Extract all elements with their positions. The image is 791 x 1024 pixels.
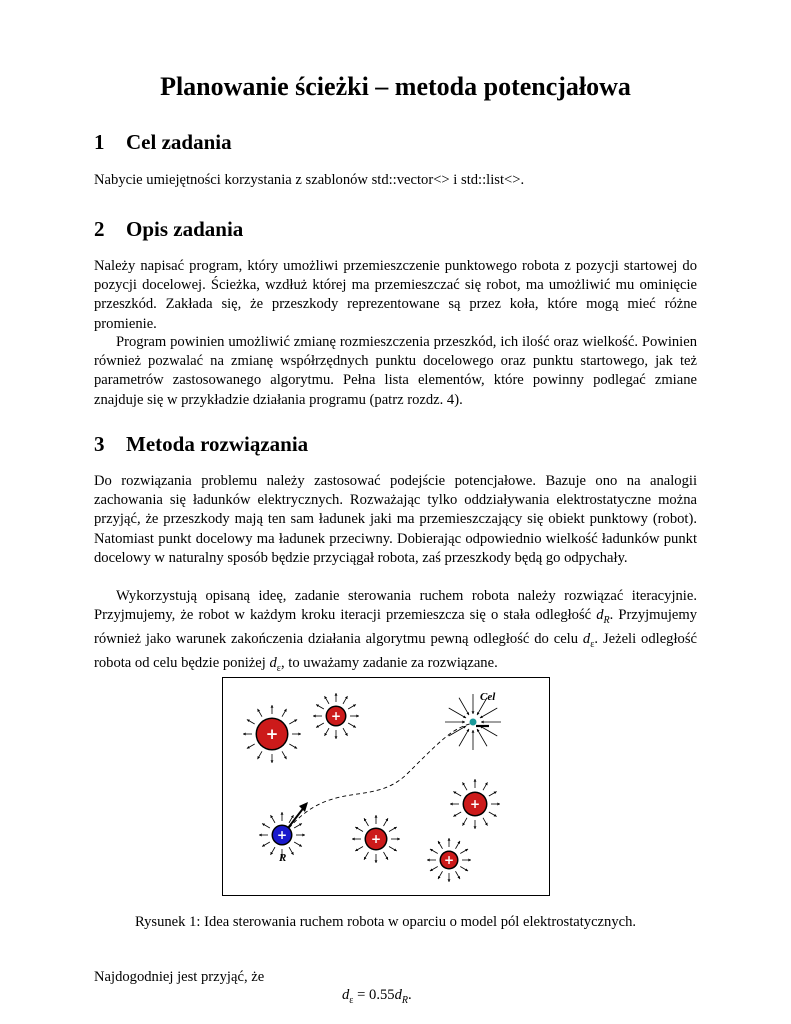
paragraph-text: . Jeżeli odległość robota od celu będzie poniżej xyxy=(94,631,697,672)
field-arrowhead xyxy=(281,812,284,815)
charge-sign: + xyxy=(370,832,382,846)
paragraph: Do rozwiązania problemu należy zastosować podejście potencjałowe. Bazuje ono na analogii zachowania się ładunków elektrycznych. Rozważając tylko oddziaływania elektrostatyczne można przyjąć, że przeszkody mają ten sam ładunek jaki ma przemieszczający się obiekt punktowy (robot). Natomiast punkt docelowy ma ładunek przeciwny. Dobierając odpowiednio wielkość ładunków punkt docelowy w naturalny sposób będzie przyciągał robota, zaś przeszkody będą go odpychały. xyxy=(94,473,697,566)
field-arrowhead xyxy=(243,733,246,736)
field-arrowhead xyxy=(397,838,400,841)
field-arrowhead xyxy=(335,693,338,696)
field-arrowhead xyxy=(468,859,471,862)
field-line xyxy=(459,729,469,746)
math-subscript: ε xyxy=(590,639,595,651)
paragraph xyxy=(94,587,697,679)
charge-sign: + xyxy=(276,828,288,842)
field-arrowhead xyxy=(448,879,451,882)
section-title: Metoda rozwiązania xyxy=(126,432,309,456)
field-line xyxy=(449,726,466,736)
field-arrowhead xyxy=(474,826,477,829)
math-symbol: d xyxy=(596,607,604,624)
equation-operator: = 0.55 xyxy=(353,987,395,1003)
field-line xyxy=(480,726,497,736)
paragraph: Nabycie umiejętności korzystania z szablonów std::vector<> i std::list<>. xyxy=(94,172,525,188)
document-title: Planowanie ścieżki – metoda potencjałowa xyxy=(160,72,631,101)
paragraph-text: Wykorzystują opisaną ideę, zadanie sterowania ruchem robota należy rozwiązać iteracyjnie. Przyjmujemy, że robot w każdym kroku iteracji przemieszcza się o stała odległość xyxy=(94,588,697,624)
equation xyxy=(342,987,412,1006)
charge-sign: + xyxy=(265,725,279,743)
charge-sign: + xyxy=(330,709,342,723)
charge-sign: + xyxy=(469,797,481,811)
field-arrowhead xyxy=(302,834,305,837)
math-subscript: R xyxy=(603,615,610,627)
math-subscript: ε xyxy=(349,994,354,1006)
section-number: 2 xyxy=(94,217,105,241)
paragraph: Program powinien umożliwić zmianę rozmieszczenia przeszkód, ich ilość oraz wielkość. Powinien również pozwalać na zmianę współrzędnych punktu docelowego oraz punktu startowego, jak też parametrów zastosowanego algorytmu. Pełna lista elementów, które powinny podlegać zmiane znajduje się w przykładzie działania programu (patrz rozdz. 4). xyxy=(94,334,697,408)
field-arrowhead xyxy=(259,834,262,837)
robot-label: R xyxy=(279,852,287,864)
field-arrowhead xyxy=(462,721,465,724)
field-line xyxy=(459,698,469,715)
figure-frame xyxy=(222,677,550,896)
math-subscript: ε xyxy=(276,663,281,675)
field-line xyxy=(449,708,466,718)
field-arrowhead xyxy=(481,721,484,724)
field-arrowhead xyxy=(497,803,500,806)
math-subscript: R xyxy=(401,994,408,1006)
section-heading xyxy=(94,432,308,457)
section-title: Cel zadania xyxy=(126,130,232,154)
figure-caption: Rysunek 1: Idea sterowania ruchem robota w oparciu o model pól elektrostatycznych. xyxy=(134,914,637,930)
math-symbol: d xyxy=(269,655,277,672)
target-label: Cel xyxy=(480,691,496,703)
field-line xyxy=(477,729,487,746)
field-arrowhead xyxy=(375,815,378,818)
field-arrowhead xyxy=(352,838,355,841)
math-symbol: d xyxy=(394,987,402,1003)
field-arrowhead xyxy=(472,730,475,733)
paragraph: Najdogodniej jest przyjąć, że xyxy=(94,969,265,985)
section-title: Opis zadania xyxy=(126,217,244,241)
field-arrowhead xyxy=(335,736,338,739)
field-arrowhead xyxy=(356,715,359,718)
field-arrowhead xyxy=(375,860,378,863)
potential-field-diagram xyxy=(223,678,551,897)
paragraph-text: , to uważamy zadanie za rozwiązane. xyxy=(280,655,498,672)
charge-sign: + xyxy=(443,853,455,867)
section-number: 1 xyxy=(94,130,105,154)
section-number: 3 xyxy=(94,432,105,456)
robot-path xyxy=(289,723,473,828)
paragraph-text: . Przyjmujemy również jako warunek zakończenia działania algorytmu pewną odległość do celu xyxy=(94,607,697,648)
field-arrowhead xyxy=(474,779,477,782)
equation-end: . xyxy=(407,987,412,1003)
field-arrowhead xyxy=(313,715,316,718)
field-arrowhead xyxy=(298,733,301,736)
field-arrowhead xyxy=(448,838,451,841)
paragraph: Należy napisać program, który umożliwi przemieszczenie punktowego robota z pozycji startowej do pozycji docelowej. Ścieżka, wzdłuż której ma przemieszczać się robot, ma umożliwić mu ominięcie przeszkód. Zakłada się, że przeszkody reprezentowane są przez koła, które mogą mieć różne promienie. xyxy=(94,258,697,332)
field-arrowhead xyxy=(427,859,430,862)
section-heading xyxy=(94,130,232,155)
field-arrowhead xyxy=(472,711,475,714)
math-symbol: d xyxy=(582,631,591,648)
math-symbol: d xyxy=(342,987,350,1003)
field-arrowhead xyxy=(450,803,453,806)
field-line xyxy=(480,708,497,718)
section-heading xyxy=(94,217,243,242)
target-point xyxy=(470,719,477,726)
field-arrowhead xyxy=(271,705,274,708)
field-arrowhead xyxy=(271,760,274,763)
